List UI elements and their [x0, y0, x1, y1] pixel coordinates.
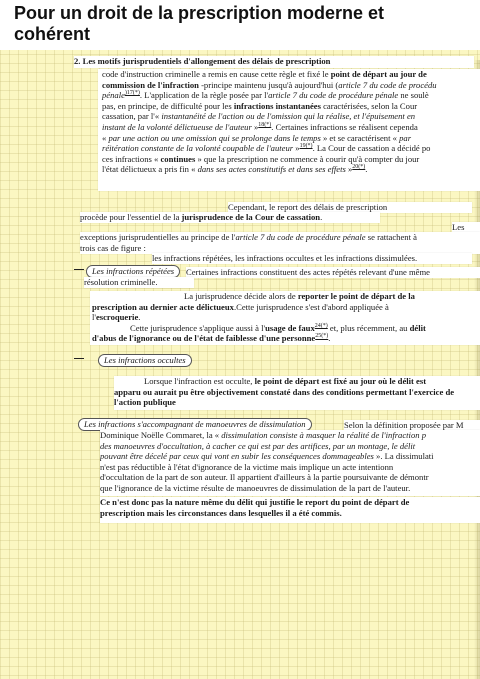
- footnote-ref[interactable]: 18(*): [258, 122, 272, 129]
- footnote-ref[interactable]: )17(*): [124, 90, 140, 97]
- title-line-1: Pour un droit de la prescription moderne et: [14, 3, 385, 23]
- footnote-ref[interactable]: 25(*): [315, 333, 329, 340]
- bullet-dash: —: [74, 353, 84, 364]
- hidden-offences-paragraph: Lorsque l'infraction est occulte, le point de départ est fixé au jour où le délit est apparu ou aurait pu être objectivement constaté dans des conditions permettant l'exercice de l'action publique: [114, 376, 480, 410]
- page-title: [14, 3, 454, 45]
- bullet-dash: —: [74, 264, 84, 275]
- label-hidden-offences: Les infractions occultes: [98, 354, 192, 367]
- footnote-ref[interactable]: 19(*): [299, 143, 313, 150]
- footnote-ref[interactable]: 20(*): [352, 164, 366, 171]
- conclusion-paragraph: Ce n'est donc pas la nature même du délit qui justifie le report du point de départ de prescription mais les circonstances dans lesquelles il a été commis.: [100, 497, 480, 523]
- title-line-2: cohérent: [14, 24, 91, 44]
- section-heading: 2. Les motifs jurisprudentiels d'allongement des délais de prescription: [74, 56, 331, 66]
- paragraph-instantaneous-continuous: code d'instruction criminelle a remis en cause cette règle et fixé le point de départ au jour de commission de l'infraction -principe maintenu jusqu'à aujourd'hui (article 7 du code de procédu pénale$^{)17(*)}$. L'application de la règle posée par l'article 7 du code de procédure pénale ne soulè pas, en principe, de difficulté pour les infractions instantanées caractérisées, selon la Cour cassation, par l'« instantanéité de l'action ou de l'omission qui la réalise, et l'épuisement en instant de la volonté délictueuse de l'auteur »$^{18(*)}$. Certaines infractions se réalisent cependa « par une action ou une omission qui se prolonge dans le temps » et se caractérisent « par réitération constante de la volonté coupable de l'auteur »$^{19(*)}$. La Cour de cassation a décidé po ces infractions « continues » que la prescription ne commence à courir qu'à compter du jour l'état délictueux a pris fin « dans ses actes constitutifs et dans ses effets »$^{20(*)}$.: [98, 69, 480, 191]
- repeated-line-2: résolution criminelle.: [84, 277, 194, 288]
- title-band: [0, 0, 480, 50]
- dissimulation-paragraph: Dominique Noëlle Commaret, la « dissimulation consiste à masquer la réalité de l'infraction p des manoeuvres d'occultation, à cacher ce qui est par des artifices, par un montage, le délit pouvant être décelé par ceux qui vont en subir les conséquences dommageables ». La dissimulati n'est pas réductible à l'état d'ignorance de la victime mais implique un acte intentionn d'occultation de la part de son auteur. Il appartient d'ailleurs à la partie poursuivante de démontr que l'ignorance de la victime résulte de manoeuvres de dissimulation de la part de l'auteur.: [100, 430, 480, 496]
- dissimulation-line-1: Selon la définition proposée par M: [344, 420, 480, 431]
- footnote-ref[interactable]: 24(*): [314, 322, 328, 329]
- paragraph-report-line-6: les infractions répétées, les infractions occultes et les infractions dissimulées.: [152, 253, 472, 264]
- label-dissimulation-offences: Les infractions s'accompagnant de manoeuvres de dissimulation: [78, 418, 312, 431]
- paragraph-report-line-1: Cependant, le report des délais de prescription: [228, 202, 472, 213]
- repeated-line-1: Certaines infractions constituent des actes répétés relevant d'une même: [186, 267, 480, 278]
- section-heading-box: [74, 56, 474, 68]
- paragraph-report-lines-4-5: exceptions jurisprudentielles au principe de l'article 7 du code de procédure pénale se rattachent à trois cas de figure :: [80, 232, 480, 254]
- paragraph-report-line-3: Les: [452, 222, 480, 233]
- repeated-paragraph: La jurisprudence décide alors de reporter le point de départ de la prescription au dernier acte délictueux.Cette jurisprudence s'est d'abord appliquée à l'escroquerie. Cette jurisprudence s'applique aussi à l'usage de faux$^{24(*)}$ et, plus récemment, au délit d'abus de l'ignorance ou de l'état de faiblesse d'une personne$^{25(*)}$.: [90, 291, 480, 345]
- label-repeated-offences: Les infractions répétées: [86, 265, 180, 278]
- paragraph-report-line-2: procède pour l'essentiel de la jurisprudence de la Cour de cassation.: [80, 212, 380, 223]
